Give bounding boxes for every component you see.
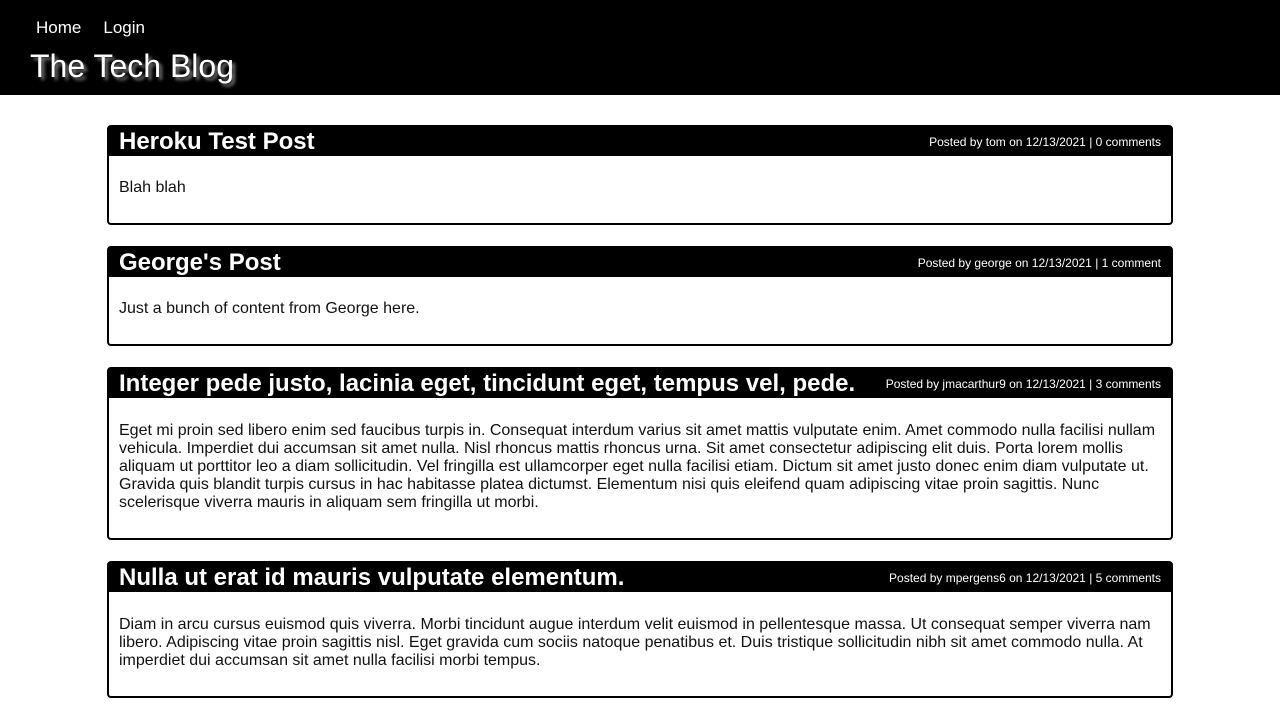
post-title[interactable]: Integer pede justo, lacinia eget, tincidunt eget, tempus vel, pede.: [119, 369, 856, 397]
post-header: [109, 563, 1171, 592]
post-header: [109, 248, 1171, 277]
post-body: Eget mi proin sed libero enim sed faucibus turpis in. Consequat interdum varius sit amet mattis vulputate enim. Amet commodo nulla facilisi nullam vehicula. Imperdiet dui accumsan sit amet nulla. Nisl rhoncus mattis rhoncus urna. Sit amet consectetur adipiscing elit duis. Porta lorem mollis aliquam ut porttitor leo a diam sollicitudin. Vel fringilla est ullamcorper eget nulla facilisi etiam. Dictum sit amet justo donec enim diam vulputate ut. Gravida quis blandit turpis cursus in hac habitasse platea dictumst. Elementum nisi quis eleifend quam adipiscing vitae proin sagittis. Nunc scelerisque viverra mauris in aliquam sem fringilla ut morbi.: [119, 422, 1156, 511]
post-title[interactable]: Heroku Test Post: [119, 127, 315, 155]
post-card[interactable]: [107, 561, 1173, 698]
post-title[interactable]: George's Post: [119, 248, 281, 276]
post-card[interactable]: [107, 246, 1173, 346]
site-title: The Tech Blog: [30, 48, 234, 84]
post-header: [109, 369, 1171, 398]
post-meta: Posted by jmacarthur9 on 12/13/2021 | 3 comments: [885, 376, 1161, 391]
nav-home-link[interactable]: Home: [36, 18, 82, 37]
post-header: [109, 127, 1171, 156]
post-body: Diam in arcu cursus euismod quis viverra. Morbi tincidunt augue interdum velit euismod in pellentesque massa. Ut consequat semper viverra nam libero. Adipiscing vitae proin sagittis nisl. Eget gravida cum sociis natoque penatibus et. Duis tristique sollicitudin nibh sit amet commodo nulla. At imperdiet dui accumsan sit amet nulla facilisi morbi tempus.: [119, 616, 1151, 669]
post-meta: Posted by mpergens6 on 12/13/2021 | 5 comments: [889, 570, 1161, 585]
nav-login-link[interactable]: Login: [103, 18, 145, 37]
post-title[interactable]: Nulla ut erat id mauris vulputate elementum.: [119, 563, 625, 591]
post-meta: Posted by george on 12/13/2021 | 1 comment: [917, 255, 1161, 270]
post-list: [107, 125, 1173, 719]
post-body: Just a bunch of content from George here.: [119, 300, 420, 317]
site-header: [0, 0, 1280, 95]
main-nav: [36, 18, 145, 38]
post-body: Blah blah: [119, 179, 186, 196]
post-meta: Posted by tom on 12/13/2021 | 0 comments: [929, 134, 1161, 149]
post-card[interactable]: [107, 125, 1173, 225]
post-card[interactable]: [107, 367, 1173, 540]
